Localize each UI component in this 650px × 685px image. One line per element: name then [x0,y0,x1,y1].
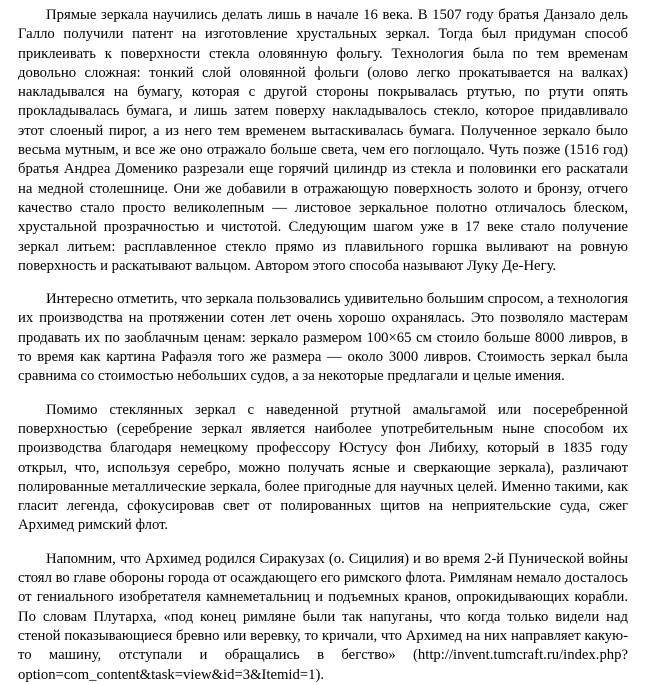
paragraph-mirror-history: Прямые зеркала научились делать лишь в начале 16 века. В 1507 году братья Данзало дель Галло получили патент на изготовление хрустальных зеркал. Тогда был придуман способ приклеивать к поверхности стекла оловянную фольгу. Технология была по тем временам довольно сложная: тонкий слой оловянной фольги (олово легко прокатывается на валках) накладывался на бумагу, которая с другой стороны покрывалась ртутью, по ртути опять прокладывалась бумага, и лишь затем поверху накладывалось стекло, которое придавливало этот слоеный пирог, а из него тем временем вытаскивалась бумага. Полученное зеркало было весьма мутным, и все же оно отражало больше света, чем его поглощало. Чуть позже (1516 год) братья Андреа Доменико разрезали еще горячий цилиндр из стекла и половинки его раскатали на медной столешнице. Они же добавили в отражающую поверхность золото и бронзу, отчего качество стало просто великолепным — листовое зеркальное полотно отличалось блеском, хрустальной прозрачностью и чистотой. Следующим шагом уже в 17 веке стало получение зеркал литьем: расплавленное стекло прямо из плавильного горшка выливают на ровную поверхность и раскатывают вальцом. Автором этого способа называют Луку Де-Негу. [18,7,628,274]
paragraph-mirror-prices: Интересно отметить, что зеркала пользовались удивительно большим спросом, а технология их производства на протяжении сотен лет очень хорошо охранялась. Это позволяло мастерам продавать их по заоблачным ценам: зеркало размером 100×65 см стоило больше 8000 ливров, в то время как картина Рафаэля того же размера — около 3000 ливров. Стоимость зеркал была сравнима со стоимостью небольших судов, а за некоторые предлагали и целые имения. [18,291,628,385]
paragraph-metal-mirrors: Помимо стеклянных зеркал с наведенной ртутной амальгамой или посеребренной поверхностью (серебрение зеркал является наиболее употребительным ныне способом их производства благодаря немецкому профессору Юстусу фон Либиху, который в 1835 году открыл, что, используя серебро, можно получать ясные и сверкающие зеркала), различают полированные металлические зеркала, более пригодные для научных целей. Именно такими, как гласит легенда, сфокусировав свет от полированных щитов на неприятельские суда, сжег Архимед римский флот. [18,401,628,534]
paragraph-archimedes: Напомним, что Архимед родился Сиракузах (о. Сицилия) и во время 2-й Пунической войны стоял во главе обороны города от осаждающего его римского флота. Римлянам немало досталось от гениального изобретателя камнеметальниц и подъемных кранов, опрокидывающих корабли. По словам Плутарха, «под конец римляне были так напуганы, что когда только видели над стеной показывающиеся бревно или веревку, то кричали, что Архимед на них направляет какую-то машину, отступали и обращались в бегство» (http://invent.tumcraft.ru/index.php?option=com_content&task=view&id=3&Itemid=1). [18,550,628,683]
